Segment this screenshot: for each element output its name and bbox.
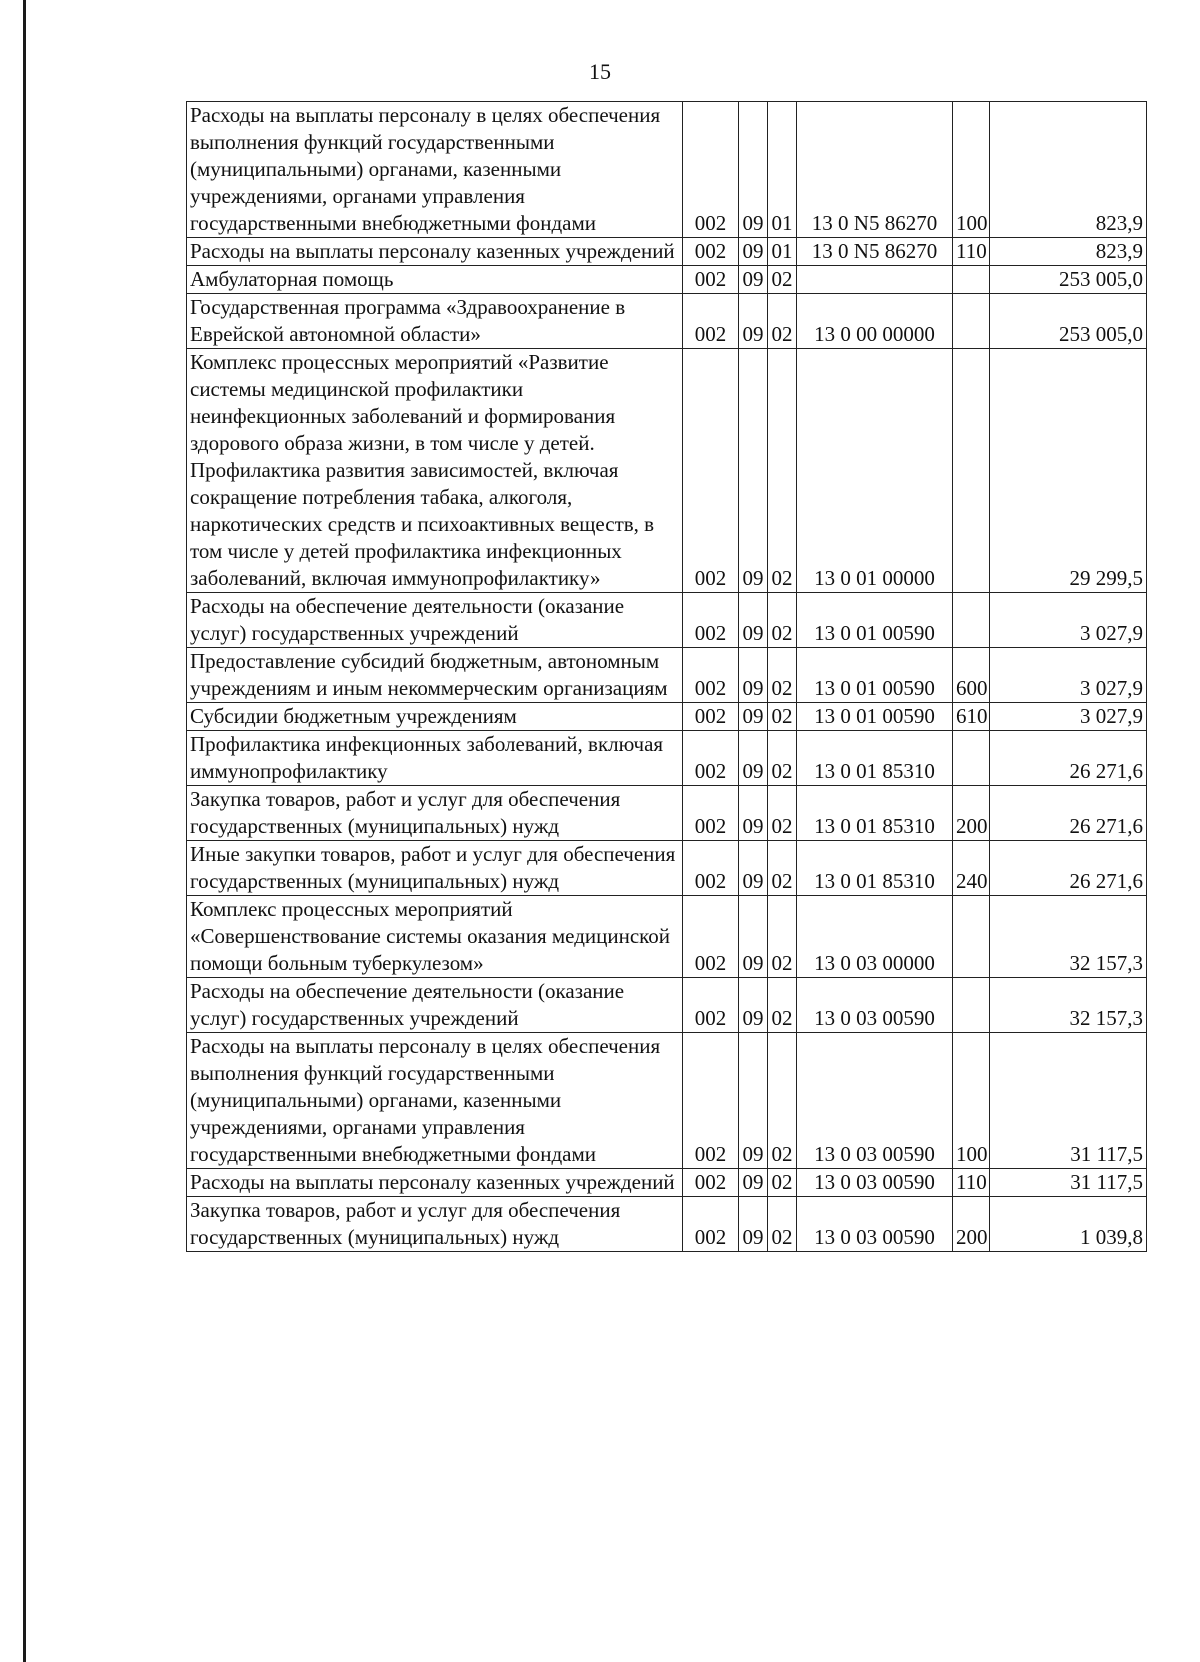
subsection-code-cell: 02 bbox=[768, 1197, 797, 1252]
table-row bbox=[187, 238, 1147, 266]
expense-type-cell bbox=[953, 266, 990, 294]
row-name-cell: Иные закупки товаров, работ и услуг для обеспечения государственных (муниципальных) нужд bbox=[187, 841, 683, 896]
subsection-code-cell: 02 bbox=[768, 1033, 797, 1169]
section-code-cell: 09 bbox=[739, 238, 768, 266]
row-name-cell: Закупка товаров, работ и услуг для обеспечения государственных (муниципальных) нужд bbox=[187, 786, 683, 841]
ministry-code-cell: 002 bbox=[683, 1197, 739, 1252]
subsection-code-cell: 02 bbox=[768, 703, 797, 731]
table-row bbox=[187, 102, 1147, 238]
target-article-cell: 13 0 01 85310 bbox=[797, 731, 953, 786]
target-article-cell: 13 0 01 00590 bbox=[797, 703, 953, 731]
table-row bbox=[187, 841, 1147, 896]
row-name-cell: Предоставление субсидий бюджетным, автономным учреждениям и иным некоммерческим организациям bbox=[187, 648, 683, 703]
target-article-cell: 13 0 01 00000 bbox=[797, 349, 953, 593]
amount-cell: 253 005,0 bbox=[990, 294, 1147, 349]
row-name-cell: Расходы на выплаты персоналу казенных учреждений bbox=[187, 1169, 683, 1197]
ministry-code-cell: 002 bbox=[683, 593, 739, 648]
ministry-code-cell: 002 bbox=[683, 786, 739, 841]
target-article-cell: 13 0 N5 86270 bbox=[797, 102, 953, 238]
table-row bbox=[187, 648, 1147, 703]
target-article-cell: 13 0 01 00590 bbox=[797, 648, 953, 703]
section-code-cell: 09 bbox=[739, 703, 768, 731]
row-name-cell: Расходы на обеспечение деятельности (оказание услуг) государственных учреждений bbox=[187, 593, 683, 648]
target-article-cell bbox=[797, 266, 953, 294]
section-code-cell: 09 bbox=[739, 1033, 768, 1169]
subsection-code-cell: 02 bbox=[768, 731, 797, 786]
row-name-cell: Профилактика инфекционных заболеваний, включая иммунопрофилактику bbox=[187, 731, 683, 786]
ministry-code-cell: 002 bbox=[683, 703, 739, 731]
amount-cell: 31 117,5 bbox=[990, 1033, 1147, 1169]
expense-type-cell: 100 bbox=[953, 1033, 990, 1169]
row-name-cell: Субсидии бюджетным учреждениям bbox=[187, 703, 683, 731]
section-code-cell: 09 bbox=[739, 102, 768, 238]
expense-type-cell: 110 bbox=[953, 1169, 990, 1197]
row-name-cell: Государственная программа «Здравоохранение в Еврейской автономной области» bbox=[187, 294, 683, 349]
row-name-cell: Расходы на выплаты персоналу в целях обеспечения выполнения функций государственными (муниципальными) органами, казенными учреждениями, органами управления государственными внебюджетными фондами bbox=[187, 1033, 683, 1169]
target-article-cell: 13 0 01 85310 bbox=[797, 841, 953, 896]
expense-type-cell bbox=[953, 896, 990, 978]
ministry-code-cell: 002 bbox=[683, 648, 739, 703]
ministry-code-cell: 002 bbox=[683, 102, 739, 238]
amount-cell: 26 271,6 bbox=[990, 841, 1147, 896]
amount-cell: 253 005,0 bbox=[990, 266, 1147, 294]
amount-cell: 823,9 bbox=[990, 102, 1147, 238]
row-name-cell: Расходы на обеспечение деятельности (оказание услуг) государственных учреждений bbox=[187, 978, 683, 1033]
ministry-code-cell: 002 bbox=[683, 978, 739, 1033]
target-article-cell: 13 0 01 00590 bbox=[797, 593, 953, 648]
table-row bbox=[187, 896, 1147, 978]
expense-type-cell bbox=[953, 731, 990, 786]
subsection-code-cell: 01 bbox=[768, 238, 797, 266]
table-row bbox=[187, 1197, 1147, 1252]
amount-cell: 823,9 bbox=[990, 238, 1147, 266]
amount-cell: 26 271,6 bbox=[990, 786, 1147, 841]
amount-cell: 3 027,9 bbox=[990, 703, 1147, 731]
ministry-code-cell: 002 bbox=[683, 1033, 739, 1169]
row-name-cell: Расходы на выплаты персоналу в целях обеспечения выполнения функций государственными (муниципальными) органами, казенными учреждениями, органами управления государственными внебюджетными фондами bbox=[187, 102, 683, 238]
ministry-code-cell: 002 bbox=[683, 349, 739, 593]
target-article-cell: 13 0 01 85310 bbox=[797, 786, 953, 841]
ministry-code-cell: 002 bbox=[683, 896, 739, 978]
section-code-cell: 09 bbox=[739, 593, 768, 648]
subsection-code-cell: 02 bbox=[768, 978, 797, 1033]
amount-cell: 32 157,3 bbox=[990, 978, 1147, 1033]
subsection-code-cell: 02 bbox=[768, 896, 797, 978]
page-number: 15 bbox=[589, 59, 611, 84]
subsection-code-cell: 02 bbox=[768, 294, 797, 349]
table-row bbox=[187, 731, 1147, 786]
target-article-cell: 13 0 03 00590 bbox=[797, 1197, 953, 1252]
row-name-cell: Расходы на выплаты персоналу казенных учреждений bbox=[187, 238, 683, 266]
section-code-cell: 09 bbox=[739, 896, 768, 978]
table-row bbox=[187, 1169, 1147, 1197]
amount-cell: 32 157,3 bbox=[990, 896, 1147, 978]
ministry-code-cell: 002 bbox=[683, 266, 739, 294]
section-code-cell: 09 bbox=[739, 731, 768, 786]
subsection-code-cell: 02 bbox=[768, 841, 797, 896]
subsection-code-cell: 02 bbox=[768, 266, 797, 294]
expense-type-cell bbox=[953, 593, 990, 648]
target-article-cell: 13 0 03 00590 bbox=[797, 1169, 953, 1197]
expense-type-cell: 200 bbox=[953, 786, 990, 841]
table-row bbox=[187, 978, 1147, 1033]
budget-table-body bbox=[187, 102, 1147, 1252]
amount-cell: 26 271,6 bbox=[990, 731, 1147, 786]
section-code-cell: 09 bbox=[739, 841, 768, 896]
subsection-code-cell: 01 bbox=[768, 102, 797, 238]
section-code-cell: 09 bbox=[739, 349, 768, 593]
scan-edge-rule bbox=[23, 0, 26, 1662]
section-code-cell: 09 bbox=[739, 978, 768, 1033]
amount-cell: 3 027,9 bbox=[990, 593, 1147, 648]
table-row bbox=[187, 349, 1147, 593]
budget-table bbox=[186, 101, 1147, 1252]
expense-type-cell: 600 bbox=[953, 648, 990, 703]
expense-type-cell: 240 bbox=[953, 841, 990, 896]
expense-type-cell bbox=[953, 978, 990, 1033]
expense-type-cell bbox=[953, 349, 990, 593]
amount-cell: 29 299,5 bbox=[990, 349, 1147, 593]
subsection-code-cell: 02 bbox=[768, 648, 797, 703]
section-code-cell: 09 bbox=[739, 648, 768, 703]
target-article-cell: 13 0 03 00590 bbox=[797, 978, 953, 1033]
table-row bbox=[187, 294, 1147, 349]
amount-cell: 31 117,5 bbox=[990, 1169, 1147, 1197]
target-article-cell: 13 0 00 00000 bbox=[797, 294, 953, 349]
ministry-code-cell: 002 bbox=[683, 841, 739, 896]
row-name-cell: Комплекс процессных мероприятий «Совершенствование системы оказания медицинской помощи больным туберкулезом» bbox=[187, 896, 683, 978]
ministry-code-cell: 002 bbox=[683, 238, 739, 266]
row-name-cell: Закупка товаров, работ и услуг для обеспечения государственных (муниципальных) нужд bbox=[187, 1197, 683, 1252]
target-article-cell: 13 0 N5 86270 bbox=[797, 238, 953, 266]
expense-type-cell: 110 bbox=[953, 238, 990, 266]
table-row bbox=[187, 593, 1147, 648]
section-code-cell: 09 bbox=[739, 294, 768, 349]
section-code-cell: 09 bbox=[739, 1169, 768, 1197]
amount-cell: 1 039,8 bbox=[990, 1197, 1147, 1252]
ministry-code-cell: 002 bbox=[683, 294, 739, 349]
table-row bbox=[187, 703, 1147, 731]
amount-cell: 3 027,9 bbox=[990, 648, 1147, 703]
expense-type-cell: 100 bbox=[953, 102, 990, 238]
subsection-code-cell: 02 bbox=[768, 593, 797, 648]
target-article-cell: 13 0 03 00000 bbox=[797, 896, 953, 978]
ministry-code-cell: 002 bbox=[683, 731, 739, 786]
expense-type-cell bbox=[953, 294, 990, 349]
section-code-cell: 09 bbox=[739, 266, 768, 294]
table-row bbox=[187, 266, 1147, 294]
subsection-code-cell: 02 bbox=[768, 786, 797, 841]
ministry-code-cell: 002 bbox=[683, 1169, 739, 1197]
subsection-code-cell: 02 bbox=[768, 1169, 797, 1197]
expense-type-cell: 200 bbox=[953, 1197, 990, 1252]
expense-type-cell: 610 bbox=[953, 703, 990, 731]
subsection-code-cell: 02 bbox=[768, 349, 797, 593]
target-article-cell: 13 0 03 00590 bbox=[797, 1033, 953, 1169]
row-name-cell: Амбулаторная помощь bbox=[187, 266, 683, 294]
row-name-cell: Комплекс процессных мероприятий «Развитие системы медицинской профилактики неинфекционных заболеваний и формирования здорового образа жизни, в том числе у детей. Профилактика развития зависимостей, включая сокращение потребления табака, алкоголя, наркотических средств и психоактивных веществ, в том числе у детей профилактика инфекционных заболеваний, включая иммунопрофилактику» bbox=[187, 349, 683, 593]
section-code-cell: 09 bbox=[739, 1197, 768, 1252]
table-row bbox=[187, 786, 1147, 841]
section-code-cell: 09 bbox=[739, 786, 768, 841]
table-row bbox=[187, 1033, 1147, 1169]
